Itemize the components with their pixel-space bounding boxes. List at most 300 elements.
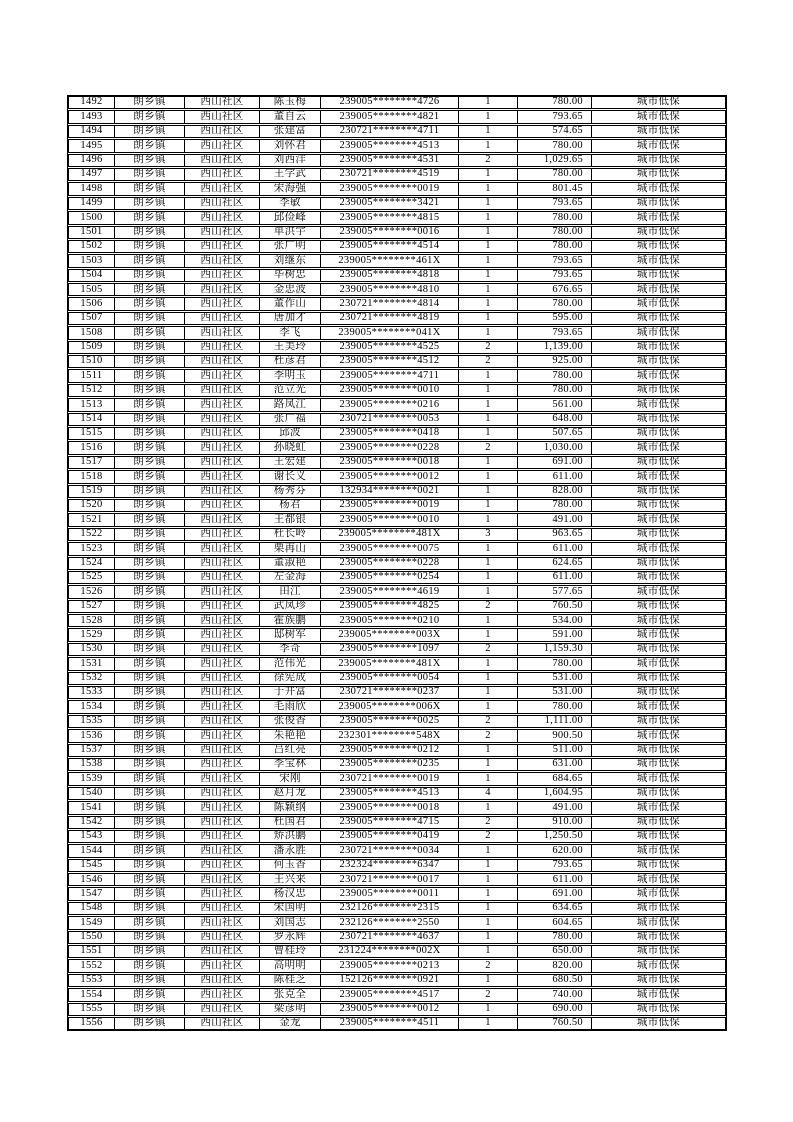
cell-person-count: 1: [459, 212, 518, 223]
cell-serial-number: 1510: [69, 356, 115, 367]
cell-town: 朗乡镇: [115, 601, 185, 612]
table-row: [68, 154, 726, 167]
cell-community: 西山社区: [185, 543, 260, 554]
cell-person-name: 张克全: [260, 989, 321, 1000]
cell-serial-number: 1501: [69, 227, 115, 238]
cell-serial-number: 1522: [69, 529, 115, 540]
table-row: [68, 844, 726, 857]
cell-community: 西山社区: [185, 442, 260, 453]
cell-benefit-type: 城市低保: [636, 816, 681, 827]
cell-person-name: 田江: [260, 586, 321, 597]
table-row: [68, 988, 726, 1001]
cell-benefit-type: 城市低保: [636, 758, 681, 770]
cell-amount: 1,029.65: [518, 155, 592, 166]
cell-amount: 631.00: [518, 759, 592, 770]
cell-id-number: 239005********0419: [321, 831, 459, 842]
cell-town: 朗乡镇: [115, 514, 185, 525]
cell-id-number: 239005********4513: [321, 140, 459, 151]
cell-person-name: 路凤江: [260, 399, 321, 410]
table-row: [68, 485, 726, 498]
cell-person-name: 王都银: [260, 514, 321, 525]
cell-serial-number: 1506: [69, 298, 115, 309]
table-row: [68, 974, 726, 987]
cell-id-number: 239005********4825: [321, 601, 459, 612]
table-row: [68, 197, 726, 210]
cell-benefit-type: 城市低保: [636, 255, 681, 266]
cell-community: 西山社区: [185, 629, 260, 640]
cell-person-count: 1: [459, 97, 518, 108]
cell-person-count: 2: [459, 442, 518, 453]
cell-amount: 620.00: [518, 845, 592, 856]
cell-serial-number: 1532: [69, 673, 115, 684]
cell-town: 朗乡镇: [115, 701, 185, 712]
cell-town: 朗乡镇: [115, 140, 185, 151]
cell-person-name: 陈颖纲: [260, 802, 321, 813]
cell-serial-number: 1502: [69, 241, 115, 252]
cell-person-count: 4: [459, 788, 518, 799]
table-row: [68, 772, 726, 785]
cell-town: 朗乡镇: [115, 615, 185, 626]
cell-serial-number: 1549: [69, 917, 115, 928]
cell-town: 朗乡镇: [115, 370, 185, 381]
cell-serial-number: 1550: [69, 932, 115, 943]
cell-amount: 680.50: [518, 975, 592, 986]
table-row: [68, 470, 726, 483]
cell-serial-number: 1535: [69, 716, 115, 727]
cell-person-name: 杨汉忠: [260, 888, 321, 899]
table-row: [68, 312, 726, 325]
cell-town: 朗乡镇: [115, 356, 185, 367]
cell-serial-number: 1512: [69, 385, 115, 396]
cell-town: 朗乡镇: [115, 183, 185, 194]
cell-serial-number: 1537: [69, 745, 115, 756]
cell-benefit-type: 城市低保: [636, 298, 681, 309]
cell-serial-number: 1554: [69, 989, 115, 1000]
cell-benefit-type: 城市低保: [636, 528, 681, 540]
cell-town: 朗乡镇: [115, 241, 185, 252]
cell-community: 西山社区: [185, 687, 260, 698]
cell-amount: 691.00: [518, 888, 592, 899]
cell-town: 朗乡镇: [115, 558, 185, 569]
cell-person-name: 张广福: [260, 414, 321, 425]
cell-amount: 793.65: [518, 327, 592, 338]
cell-serial-number: 1499: [69, 198, 115, 209]
cell-benefit-type: 城市低保: [636, 125, 681, 137]
cell-benefit-type: 城市低保: [636, 643, 681, 655]
cell-person-name: 邱波: [260, 428, 321, 439]
cell-id-number: 230721********0237: [321, 687, 459, 698]
cell-person-name: 王兴来: [260, 874, 321, 885]
cell-id-number: 239005********0011: [321, 888, 459, 899]
cell-community: 西山社区: [185, 802, 260, 813]
cell-id-number: 239005********0025: [321, 716, 459, 727]
cell-benefit-type: 城市低保: [636, 499, 681, 511]
table-row: [68, 816, 726, 829]
cell-benefit-type: 城市低保: [636, 240, 681, 252]
cell-benefit-type: 城市低保: [636, 658, 681, 669]
cell-benefit-type: 城市低保: [636, 773, 681, 784]
cell-id-number: 239005********003X: [321, 629, 459, 640]
cell-amount: 1,250.50: [518, 831, 592, 842]
cell-amount: 828.00: [518, 486, 592, 497]
table-row: [68, 326, 726, 339]
cell-community: 西山社区: [185, 960, 260, 971]
cell-community: 西山社区: [185, 975, 260, 986]
cell-person-name: 毕树忠: [260, 270, 321, 281]
cell-community: 西山社区: [185, 989, 260, 1000]
cell-person-name: 武凤珍: [260, 601, 321, 612]
cell-amount: 780.00: [518, 658, 592, 669]
cell-person-count: 1: [459, 745, 518, 756]
table-row: [68, 614, 726, 627]
cell-benefit-type: 城市低保: [636, 341, 681, 353]
cell-benefit-type: 城市低保: [636, 312, 681, 324]
cell-id-number: 230721********4637: [321, 932, 459, 943]
cell-id-number: 239005********4715: [321, 817, 459, 828]
cell-person-name: 梁彦明: [260, 1004, 321, 1015]
cell-person-name: 李宝林: [260, 759, 321, 770]
cell-id-number: 239005********0075: [321, 543, 459, 554]
cell-town: 朗乡镇: [115, 687, 185, 698]
cell-benefit-type: 城市低保: [636, 111, 681, 122]
cell-community: 西山社区: [185, 155, 260, 166]
cell-serial-number: 1552: [69, 960, 115, 971]
cell-person-count: 1: [459, 773, 518, 784]
cell-person-name: 李奇: [260, 644, 321, 655]
cell-person-name: 谢长义: [260, 471, 321, 482]
cell-person-name: 金忠波: [260, 284, 321, 295]
cell-town: 朗乡镇: [115, 788, 185, 799]
cell-person-name: 杜长岭: [260, 529, 321, 540]
cell-person-name: 单洪宇: [260, 227, 321, 238]
cell-town: 朗乡镇: [115, 730, 185, 741]
cell-benefit-type: 城市低保: [636, 384, 681, 396]
cell-person-name: 刘国志: [260, 917, 321, 928]
cell-person-name: 毛雨欣: [260, 701, 321, 712]
cell-town: 朗乡镇: [115, 888, 185, 899]
table-row: [68, 729, 726, 742]
cell-person-name: 刘继东: [260, 255, 321, 266]
cell-amount: 793.65: [518, 198, 592, 209]
cell-person-count: 1: [459, 860, 518, 871]
cell-person-count: 1: [459, 500, 518, 511]
cell-serial-number: 1545: [69, 860, 115, 871]
cell-amount: 900.50: [518, 730, 592, 741]
cell-id-number: 239005********4818: [321, 270, 459, 281]
cell-id-number: 239005********0235: [321, 759, 459, 770]
cell-benefit-type: 城市低保: [636, 327, 681, 338]
cell-town: 朗乡镇: [115, 284, 185, 295]
cell-person-name: 霍族鹏: [260, 615, 321, 626]
cell-town: 朗乡镇: [115, 126, 185, 137]
cell-benefit-type: 城市低保: [636, 629, 681, 640]
cell-serial-number: 1514: [69, 414, 115, 425]
cell-benefit-type: 城市低保: [636, 571, 681, 583]
cell-amount: 634.65: [518, 903, 592, 914]
cell-person-name: 何玉香: [260, 860, 321, 871]
cell-town: 朗乡镇: [115, 572, 185, 583]
cell-community: 西山社区: [185, 586, 260, 597]
cell-id-number: 239005********1097: [321, 644, 459, 655]
cell-town: 朗乡镇: [115, 716, 185, 727]
cell-community: 西山社区: [185, 140, 260, 151]
cell-amount: 561.00: [518, 399, 592, 410]
cell-town: 朗乡镇: [115, 673, 185, 684]
cell-id-number: 230721********4711: [321, 126, 459, 137]
cell-person-count: 1: [459, 126, 518, 137]
cell-id-number: 239005********006X: [321, 701, 459, 712]
cell-serial-number: 1504: [69, 270, 115, 281]
cell-serial-number: 1516: [69, 442, 115, 453]
cell-person-name: 赵月龙: [260, 788, 321, 799]
table-row: [68, 585, 726, 598]
cell-id-number: 239005********0012: [321, 471, 459, 482]
cell-person-count: 1: [459, 298, 518, 309]
cell-id-number: 239005********0018: [321, 802, 459, 813]
cell-amount: 611.00: [518, 543, 592, 554]
cell-amount: 780.00: [518, 97, 592, 108]
cell-id-number: 239005********4517: [321, 989, 459, 1000]
cell-person-count: 1: [459, 327, 518, 338]
cell-amount: 760.50: [518, 1018, 592, 1029]
cell-community: 西山社区: [185, 845, 260, 856]
cell-community: 西山社区: [185, 471, 260, 482]
cell-id-number: 232126********2315: [321, 903, 459, 914]
cell-amount: 531.00: [518, 687, 592, 698]
cell-amount: 531.00: [518, 673, 592, 684]
cell-community: 西山社区: [185, 572, 260, 583]
cell-id-number: 239005********4619: [321, 586, 459, 597]
table-row: [68, 226, 726, 239]
cell-town: 朗乡镇: [115, 960, 185, 971]
cell-person-count: 1: [459, 111, 518, 122]
cell-person-count: 3: [459, 529, 518, 540]
cell-person-count: 1: [459, 932, 518, 943]
cell-person-name: 陈桂芝: [260, 975, 321, 986]
cell-person-count: 1: [459, 255, 518, 266]
cell-serial-number: 1541: [69, 802, 115, 813]
cell-benefit-type: 城市低保: [636, 427, 681, 439]
table-row: [68, 369, 726, 382]
cell-serial-number: 1527: [69, 601, 115, 612]
cell-person-name: 张建富: [260, 126, 321, 137]
cell-town: 朗乡镇: [115, 817, 185, 828]
cell-serial-number: 1500: [69, 212, 115, 223]
cell-person-name: 李敏: [260, 198, 321, 209]
cell-benefit-type: 城市低保: [636, 730, 681, 741]
cell-amount: 611.00: [518, 874, 592, 885]
cell-benefit-type: 城市低保: [636, 902, 681, 914]
cell-town: 朗乡镇: [115, 471, 185, 482]
cell-amount: 690.00: [518, 1004, 592, 1015]
cell-town: 朗乡镇: [115, 500, 185, 511]
cell-person-count: 2: [459, 960, 518, 971]
cell-serial-number: 1508: [69, 327, 115, 338]
cell-person-count: 1: [459, 802, 518, 813]
cell-person-count: 1: [459, 514, 518, 525]
cell-person-count: 2: [459, 989, 518, 1000]
cell-serial-number: 1509: [69, 342, 115, 353]
cell-benefit-type: 城市低保: [636, 212, 681, 223]
cell-id-number: 239005********0418: [321, 428, 459, 439]
cell-town: 朗乡镇: [115, 586, 185, 597]
cell-town: 朗乡镇: [115, 802, 185, 813]
cell-community: 西山社区: [185, 601, 260, 612]
cell-town: 朗乡镇: [115, 845, 185, 856]
cell-serial-number: 1492: [69, 97, 115, 108]
cell-community: 西山社区: [185, 342, 260, 353]
cell-id-number: 239005********041X: [321, 327, 459, 338]
cell-town: 朗乡镇: [115, 543, 185, 554]
cell-serial-number: 1536: [69, 730, 115, 741]
cell-person-count: 1: [459, 227, 518, 238]
cell-town: 朗乡镇: [115, 644, 185, 655]
cell-person-name: 邸树军: [260, 629, 321, 640]
cell-town: 朗乡镇: [115, 111, 185, 122]
cell-amount: 534.00: [518, 615, 592, 626]
cell-town: 朗乡镇: [115, 327, 185, 338]
cell-person-count: 1: [459, 917, 518, 928]
cell-person-name: 董作山: [260, 298, 321, 309]
cell-person-name: 宋海强: [260, 183, 321, 194]
cell-amount: 780.00: [518, 212, 592, 223]
table-row: [68, 139, 726, 152]
cell-id-number: 239005********0012: [321, 1004, 459, 1015]
table-row: [68, 887, 726, 900]
cell-person-count: 2: [459, 342, 518, 353]
cell-benefit-type: 城市低保: [636, 140, 681, 151]
cell-town: 朗乡镇: [115, 385, 185, 396]
table-row: [68, 657, 726, 670]
table-row: [68, 96, 726, 109]
cell-benefit-type: 城市低保: [636, 557, 681, 568]
table-row: [68, 398, 726, 411]
cell-community: 西山社区: [185, 327, 260, 338]
cell-person-count: 1: [459, 615, 518, 626]
table-row: [68, 384, 726, 397]
cell-person-name: 矫洪鹏: [260, 831, 321, 842]
cell-community: 西山社区: [185, 111, 260, 122]
cell-serial-number: 1511: [69, 370, 115, 381]
cell-person-count: 1: [459, 183, 518, 194]
cell-benefit-type: 城市低保: [636, 989, 681, 1000]
cell-town: 朗乡镇: [115, 313, 185, 324]
cell-community: 西山社区: [185, 313, 260, 324]
cell-benefit-type: 城市低保: [636, 715, 681, 727]
cell-person-name: 左金海: [260, 572, 321, 583]
cell-community: 西山社区: [185, 529, 260, 540]
cell-person-count: 1: [459, 313, 518, 324]
cell-benefit-type: 城市低保: [636, 600, 681, 612]
cell-person-name: 范立光: [260, 385, 321, 396]
cell-person-count: 1: [459, 1004, 518, 1015]
cell-town: 朗乡镇: [115, 874, 185, 885]
cell-serial-number: 1520: [69, 500, 115, 511]
cell-benefit-type: 城市低保: [636, 974, 681, 986]
cell-benefit-type: 城市低保: [636, 1018, 681, 1029]
cell-serial-number: 1553: [69, 975, 115, 986]
cell-person-count: 1: [459, 241, 518, 252]
cell-serial-number: 1555: [69, 1004, 115, 1015]
cell-town: 朗乡镇: [115, 486, 185, 497]
cell-community: 西山社区: [185, 284, 260, 295]
cell-person-count: 1: [459, 903, 518, 914]
table-row: [68, 859, 726, 872]
cell-benefit-type: 城市低保: [636, 744, 681, 756]
cell-benefit-type: 城市低保: [636, 672, 681, 684]
cell-town: 朗乡镇: [115, 457, 185, 468]
cell-amount: 793.65: [518, 111, 592, 122]
table-row: [68, 916, 726, 929]
cell-community: 西山社区: [185, 932, 260, 943]
cell-community: 西山社区: [185, 1018, 260, 1029]
cell-benefit-type: 城市低保: [636, 168, 681, 180]
cell-community: 西山社区: [185, 701, 260, 712]
cell-amount: 507.65: [518, 428, 592, 439]
cell-serial-number: 1496: [69, 155, 115, 166]
cell-benefit-type: 城市低保: [636, 514, 681, 525]
cell-id-number: 239005********0019: [321, 183, 459, 194]
cell-person-count: 2: [459, 155, 518, 166]
table-row: [68, 513, 726, 526]
cell-benefit-type: 城市低保: [636, 1003, 681, 1015]
cell-person-name: 高明明: [260, 960, 321, 971]
cell-community: 西山社区: [185, 514, 260, 525]
cell-community: 西山社区: [185, 183, 260, 194]
cell-id-number: 239005********3421: [321, 198, 459, 209]
cell-town: 朗乡镇: [115, 198, 185, 209]
cell-town: 朗乡镇: [115, 97, 185, 108]
table-row: [68, 744, 726, 757]
cell-benefit-type: 城市低保: [636, 701, 681, 712]
cell-id-number: 239005********0216: [321, 399, 459, 410]
cell-person-count: 1: [459, 169, 518, 180]
cell-amount: 820.00: [518, 960, 592, 971]
cell-person-count: 1: [459, 385, 518, 396]
cell-town: 朗乡镇: [115, 155, 185, 166]
cell-person-count: 1: [459, 673, 518, 684]
cell-person-count: 1: [459, 572, 518, 583]
cell-town: 朗乡镇: [115, 629, 185, 640]
table-row: [68, 168, 726, 181]
cell-person-name: 栗再山: [260, 543, 321, 554]
cell-benefit-type: 城市低保: [636, 845, 681, 856]
cell-benefit-type: 城市低保: [636, 197, 681, 209]
cell-community: 西山社区: [185, 716, 260, 727]
cell-id-number: 232324********6347: [321, 860, 459, 871]
cell-amount: 963.65: [518, 529, 592, 540]
cell-benefit-type: 城市低保: [636, 456, 681, 468]
cell-serial-number: 1528: [69, 615, 115, 626]
cell-community: 西山社区: [185, 414, 260, 425]
cell-person-name: 刘西洋: [260, 155, 321, 166]
cell-serial-number: 1529: [69, 629, 115, 640]
cell-community: 西山社区: [185, 615, 260, 626]
table-row: [68, 672, 726, 685]
cell-person-count: 1: [459, 629, 518, 640]
cell-person-count: 1: [459, 759, 518, 770]
cell-serial-number: 1494: [69, 126, 115, 137]
cell-amount: 611.00: [518, 471, 592, 482]
cell-community: 西山社区: [185, 370, 260, 381]
cell-town: 朗乡镇: [115, 975, 185, 986]
cell-serial-number: 1497: [69, 169, 115, 180]
cell-amount: 624.65: [518, 558, 592, 569]
cell-serial-number: 1503: [69, 255, 115, 266]
cell-amount: 1,159.30: [518, 644, 592, 655]
cell-community: 西山社区: [185, 874, 260, 885]
cell-serial-number: 1505: [69, 284, 115, 295]
